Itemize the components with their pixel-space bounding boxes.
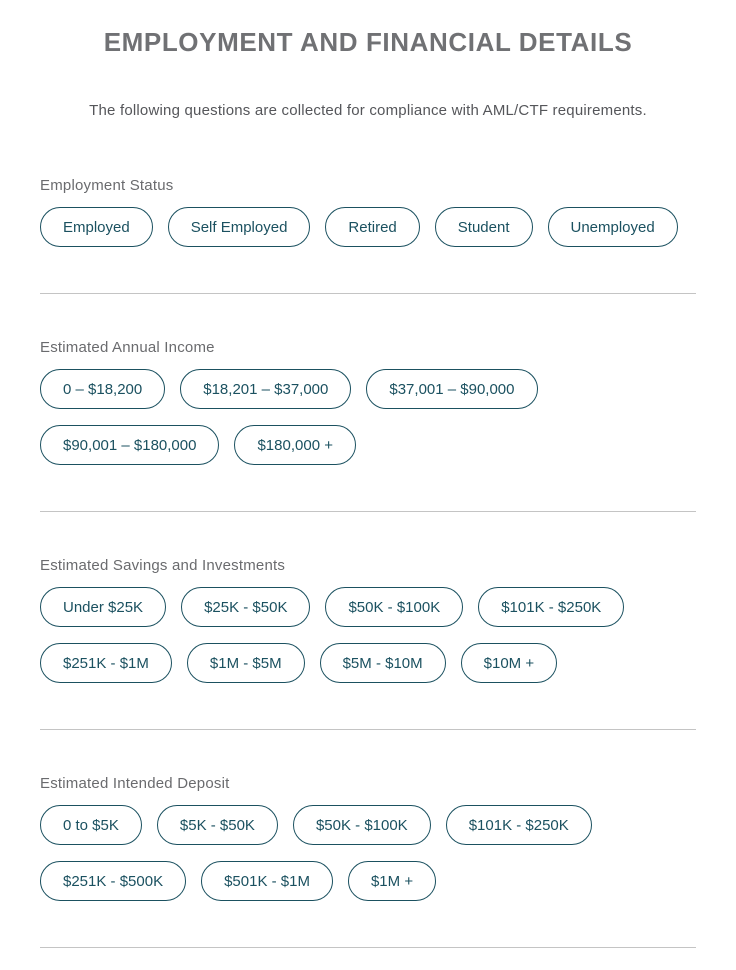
estimated-intended-deposit-label: Estimated Intended Deposit bbox=[40, 775, 230, 793]
page-subtitle: The following questions are collected for compliance with AML/CTF requirements. bbox=[89, 101, 647, 119]
estimated-intended-deposit-option-251k-500k[interactable]: $251K - $500K bbox=[40, 861, 186, 901]
section-employment-status bbox=[40, 177, 696, 294]
estimated-annual-income-option-37-001-90-000[interactable]: $37,001 – $90,000 bbox=[366, 369, 537, 409]
employment-status-options bbox=[40, 207, 696, 247]
employment-status-option-self-employed[interactable]: Self Employed bbox=[168, 207, 311, 247]
estimated-savings-and-investments-options bbox=[40, 587, 696, 683]
estimated-savings-and-investments-option-251k-1m[interactable]: $251K - $1M bbox=[40, 643, 172, 683]
employment-status-option-retired[interactable]: Retired bbox=[325, 207, 419, 247]
section-estimated-savings-and-investments bbox=[40, 512, 696, 730]
employment-status-option-student[interactable]: Student bbox=[435, 207, 533, 247]
estimated-savings-and-investments-label: Estimated Savings and Investments bbox=[40, 557, 286, 575]
estimated-savings-and-investments-option-5m-10m[interactable]: $5M - $10M bbox=[320, 643, 446, 683]
estimated-savings-and-investments-option-1m-5m[interactable]: $1M - $5M bbox=[187, 643, 305, 683]
estimated-intended-deposit-option-1m[interactable]: $1M + bbox=[348, 861, 436, 901]
estimated-intended-deposit-option-0-to-5k[interactable]: 0 to $5K bbox=[40, 805, 142, 845]
estimated-annual-income-option-0-18-200[interactable]: 0 – $18,200 bbox=[40, 369, 165, 409]
estimated-annual-income-label: Estimated Annual Income bbox=[40, 339, 215, 357]
form-sections bbox=[40, 177, 696, 948]
estimated-intended-deposit-options bbox=[40, 805, 696, 901]
section-estimated-intended-deposit bbox=[40, 730, 696, 948]
estimated-savings-and-investments-option-101k-250k[interactable]: $101K - $250K bbox=[478, 587, 624, 627]
estimated-annual-income-option-18-201-37-000[interactable]: $18,201 – $37,000 bbox=[180, 369, 351, 409]
estimated-annual-income-option-180-000[interactable]: $180,000 + bbox=[234, 425, 356, 465]
estimated-savings-and-investments-option-50k-100k[interactable]: $50K - $100K bbox=[325, 587, 463, 627]
estimated-intended-deposit-option-50k-100k[interactable]: $50K - $100K bbox=[293, 805, 431, 845]
estimated-intended-deposit-option-501k-1m[interactable]: $501K - $1M bbox=[201, 861, 333, 901]
estimated-savings-and-investments-option-25k-50k[interactable]: $25K - $50K bbox=[181, 587, 310, 627]
employment-status-option-unemployed[interactable]: Unemployed bbox=[548, 207, 678, 247]
estimated-intended-deposit-option-101k-250k[interactable]: $101K - $250K bbox=[446, 805, 592, 845]
employment-status-option-employed[interactable]: Employed bbox=[40, 207, 153, 247]
estimated-intended-deposit-option-5k-50k[interactable]: $5K - $50K bbox=[157, 805, 278, 845]
estimated-annual-income-option-90-001-180-000[interactable]: $90,001 – $180,000 bbox=[40, 425, 219, 465]
estimated-savings-and-investments-option-under-25k[interactable]: Under $25K bbox=[40, 587, 166, 627]
section-estimated-annual-income bbox=[40, 294, 696, 512]
estimated-annual-income-options bbox=[40, 369, 696, 465]
estimated-savings-and-investments-option-10m[interactable]: $10M + bbox=[461, 643, 557, 683]
page-title: EMPLOYMENT AND FINANCIAL DETAILS bbox=[103, 27, 633, 57]
employment-status-label: Employment Status bbox=[40, 177, 174, 195]
